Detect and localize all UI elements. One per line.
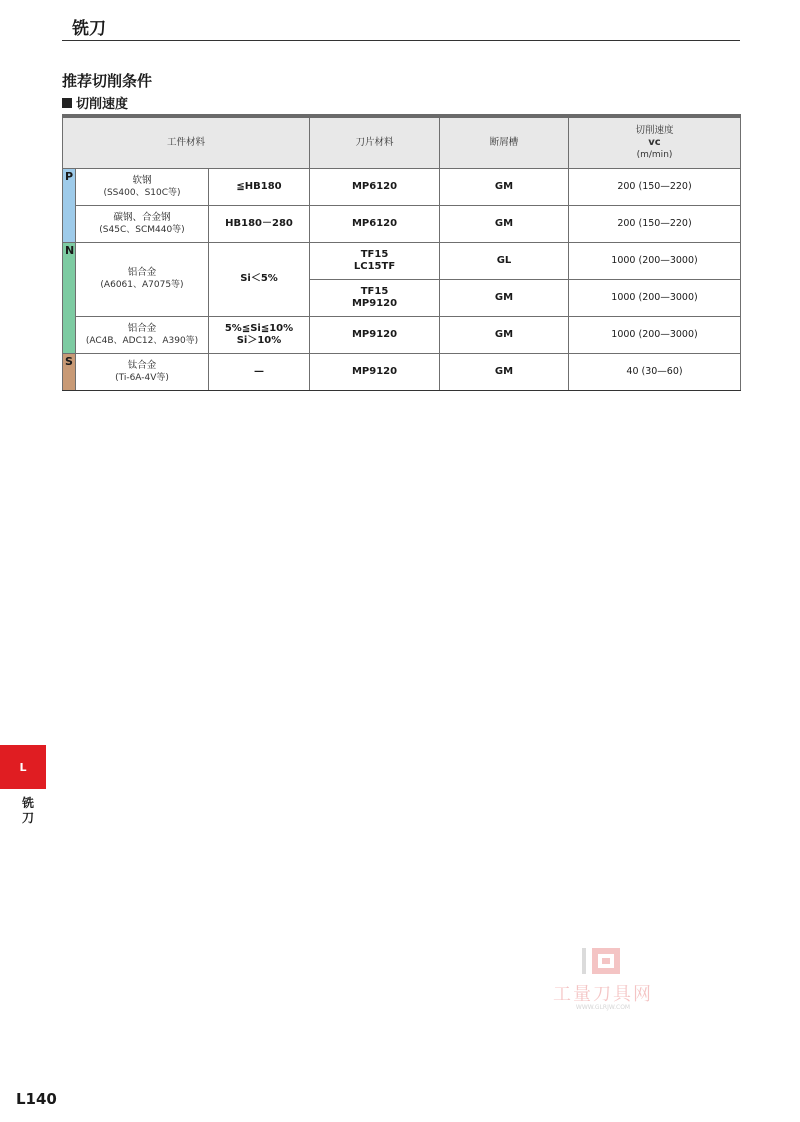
insert-line: TF15 <box>360 285 389 297</box>
section-subtitle-text: 切削速度 <box>76 97 129 112</box>
material-cell <box>76 316 209 353</box>
speed-cell: 200 (150—220) <box>569 205 741 242</box>
cutting-speed-table <box>62 114 741 391</box>
breaker-cell: GM <box>440 316 569 353</box>
insert-cell <box>310 279 440 316</box>
breaker-cell: GM <box>440 353 569 390</box>
watermark-text: 工量刀具网 <box>553 984 653 1005</box>
section-subtitle <box>62 93 128 112</box>
table-row <box>63 168 741 205</box>
insert-cell: MP6120 <box>310 168 440 205</box>
speed-cell: 1000 (200—3000) <box>569 242 741 279</box>
header-rule <box>62 40 740 41</box>
condition-line: Si＞10% <box>236 334 282 346</box>
black-square-icon <box>62 98 72 108</box>
material-group-s: S <box>63 353 76 390</box>
speed-cell: 1000 (200—3000) <box>569 279 741 316</box>
material-note: (S45C、SCM440等) <box>99 224 185 235</box>
table-header-row <box>63 116 741 168</box>
insert-line: TF15 <box>360 248 389 260</box>
header-insert-material: 刀片材料 <box>310 116 440 168</box>
condition-cell: HB180－280 <box>209 205 310 242</box>
material-name: 碳钢、合金钢 <box>113 211 171 223</box>
watermark-url: WWW.GLRJW.COM <box>575 1004 631 1011</box>
insert-cell: MP6120 <box>310 205 440 242</box>
watermark <box>536 944 670 1014</box>
material-name: 铝合金 <box>127 322 157 334</box>
header-speed-symbol: vc <box>648 136 661 148</box>
condition-line: 5%≦Si≦10% <box>224 322 294 334</box>
header-work-material: 工件材料 <box>63 116 310 168</box>
material-group-n: N <box>63 242 76 353</box>
header-speed-title: 切削速度 <box>635 124 674 136</box>
chapter-tab: L <box>0 745 46 789</box>
speed-cell: 40 (30—60) <box>569 353 741 390</box>
breaker-cell: GL <box>440 242 569 279</box>
condition-cell: — <box>209 353 310 390</box>
header-speed-unit: (m/min) <box>636 149 673 160</box>
speed-cell: 200 (150—220) <box>569 168 741 205</box>
page-header-title: 铣刀 <box>72 19 106 39</box>
material-note: (SS400、S10C等) <box>103 187 181 198</box>
chapter-label: 铣刀 <box>21 796 34 825</box>
breaker-cell: GM <box>440 205 569 242</box>
material-name: 铝合金 <box>127 267 157 278</box>
breaker-cell: GM <box>440 279 569 316</box>
material-note: (A6061、A7075等) <box>100 280 184 290</box>
condition-cell: ≦HB180 <box>209 168 310 205</box>
condition-cell <box>209 316 310 353</box>
material-cell <box>76 205 209 242</box>
insert-line: MP9120 <box>351 297 398 309</box>
page-number: L140 <box>16 1090 57 1108</box>
material-group-p: P <box>63 168 76 242</box>
material-note: (Ti-6A-4V等) <box>115 372 169 383</box>
material-name: 软钢 <box>132 174 152 186</box>
breaker-cell: GM <box>440 168 569 205</box>
insert-cell <box>310 242 440 279</box>
table-row <box>63 242 741 279</box>
table-row <box>63 316 741 353</box>
speed-cell: 1000 (200—3000) <box>569 316 741 353</box>
material-cell <box>76 242 209 316</box>
table-row <box>63 353 741 390</box>
watermark-logo-icon <box>536 944 670 980</box>
insert-line: LC15TF <box>353 260 396 272</box>
header-chipbreaker: 断屑槽 <box>440 116 569 168</box>
material-cell <box>76 168 209 205</box>
insert-cell: MP9120 <box>310 316 440 353</box>
material-cell <box>76 353 209 390</box>
material-note: (AC4B、ADC12、A390等) <box>85 335 199 346</box>
header-cutting-speed <box>569 116 741 168</box>
table-row <box>63 205 741 242</box>
section-title: 推荐切削条件 <box>62 72 153 90</box>
material-name: 钛合金 <box>127 359 157 371</box>
condition-cell: Si＜5% <box>209 242 310 316</box>
insert-cell: MP9120 <box>310 353 440 390</box>
